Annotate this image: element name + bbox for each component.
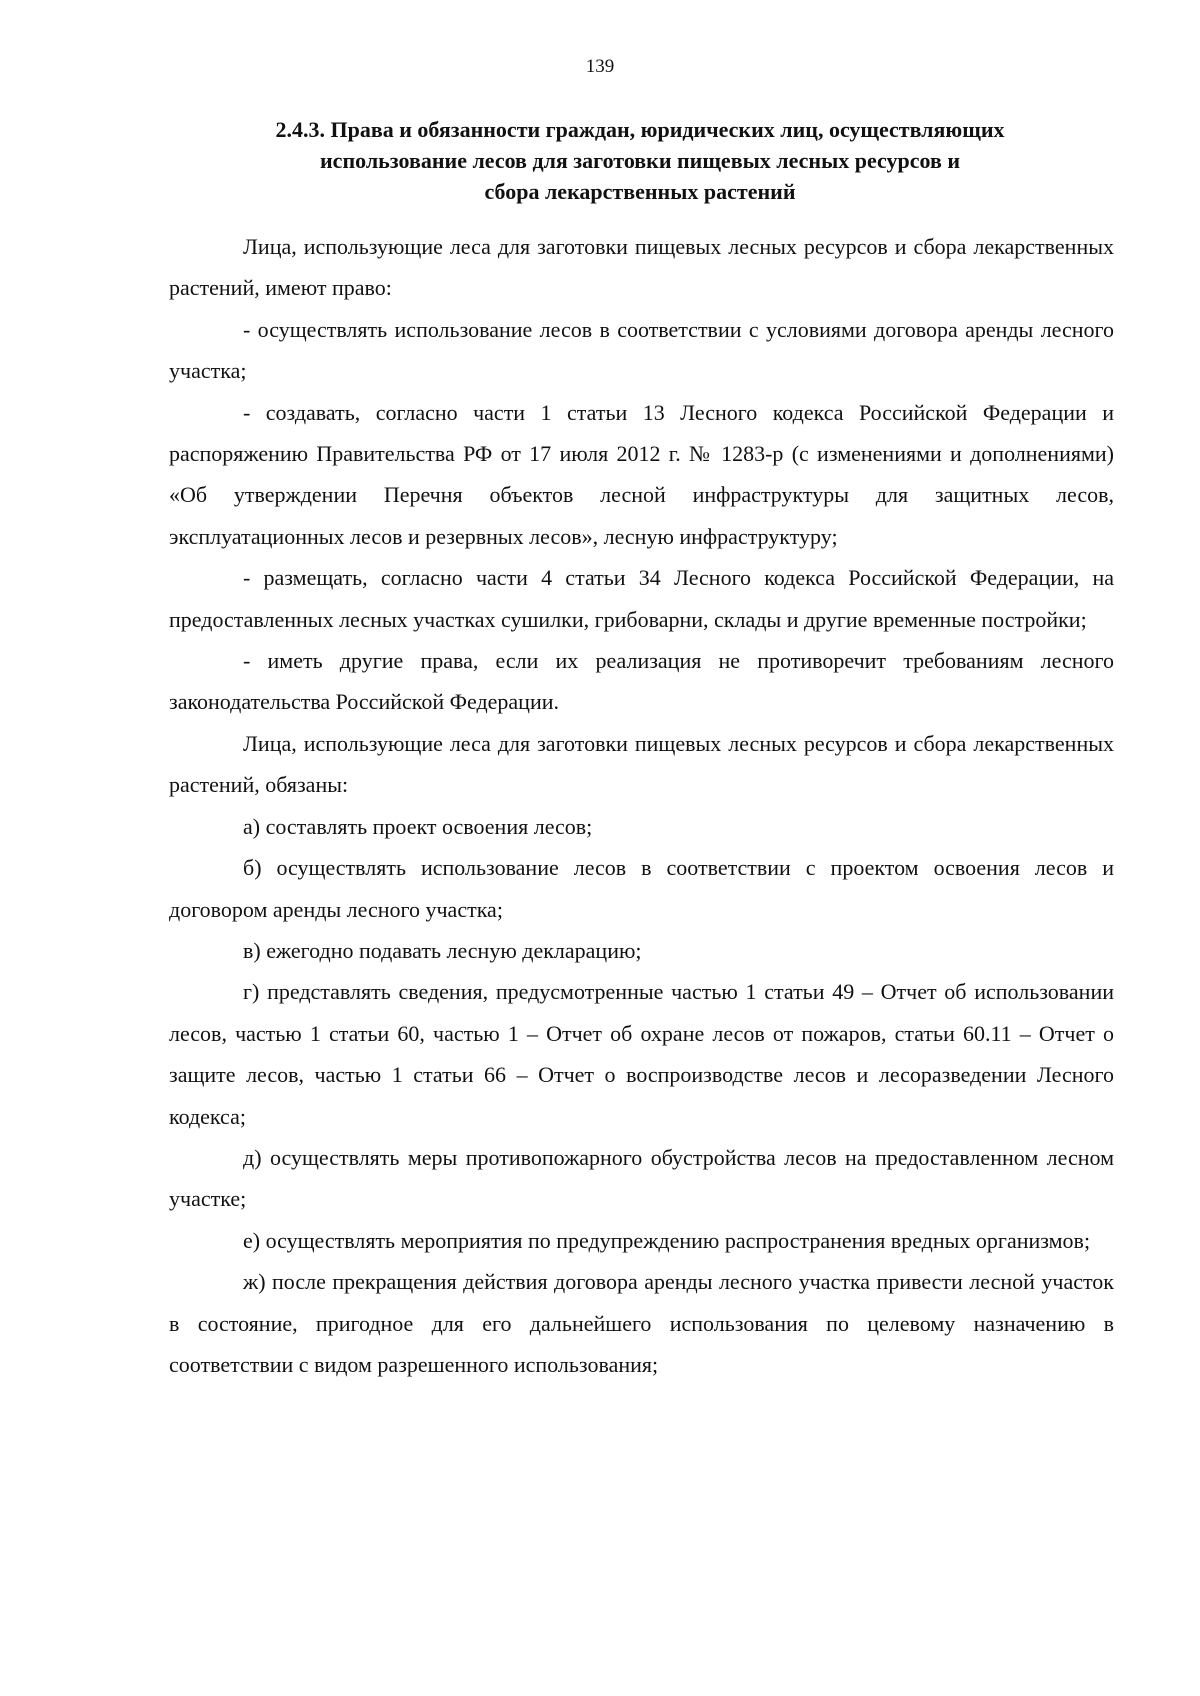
page-number: 139 bbox=[585, 56, 615, 77]
section-heading bbox=[160, 114, 1120, 207]
paragraph-duty-g: г) представлять сведения, предусмотренные частью 1 статьи 49 – Отчет об использовании лесов, частью 1 статьи 60, частью 1 – Отчет об охране лесов от пожаров, статьи 60.11 – Отчет о защите лесов, частью 1 статьи 66 – Отчет о воспроизводстве лесов и лесоразведении Лесного кодекса; bbox=[169, 979, 1114, 1129]
heading-line: сбора лекарственных растений bbox=[484, 179, 796, 204]
paragraph-duty-v: в) ежегодно подавать лесную декларацию; bbox=[243, 937, 642, 963]
paragraph-duty-a: а) составлять проект освоения лесов; bbox=[243, 813, 593, 839]
paragraph-right-use: - осуществлять использование лесов в соответствии с условиями договора аренды лесного участка; bbox=[169, 316, 1114, 384]
paragraph-duty-d: д) осуществлять меры противопожарного обустройства лесов на предоставленном лесном участке; bbox=[169, 1144, 1114, 1212]
paragraph-right-other: - иметь другие права, если их реализация не противоречит требованиям лесного законодательства Российской Федерации. bbox=[169, 648, 1114, 715]
paragraph-right-place-buildings: - размещать, согласно части 4 статьи 34 Лесного кодекса Российской Федерации, на предоставленных лесных участках сушилки, грибоварни, склады и другие временные постройки; bbox=[169, 565, 1114, 632]
heading-line: 2.4.3. Права и обязанности граждан, юридических лиц, осуществляющих bbox=[275, 117, 1005, 142]
paragraph-duties-intro: Лица, использующие леса для заготовки пищевых лесных ресурсов и сбора лекарственных растений, обязаны: bbox=[169, 730, 1114, 798]
heading-line: использование лесов для заготовки пищевых лесных ресурсов и bbox=[320, 148, 960, 173]
paragraph-right-infrastructure: - создавать, согласно части 1 статьи 13 Лесного кодекса Российской Федерации и распоряжению Правительства РФ от 17 июля 2012 г. № 1283-р (с изменениями и дополнениями) «Об утверждении Перечня объектов лесной инфраструктуры для защитных лесов, эксплуатационных лесов и резервных лесов», лесную инфраструктуру; bbox=[169, 399, 1114, 549]
paragraph-duty-b: б) осуществлять использование лесов в соответствии с проектом освоения лесов и договором аренды лесного участка; bbox=[169, 855, 1114, 922]
paragraph-duty-e: е) осуществлять мероприятия по предупреждению распространения вредных организмов; bbox=[243, 1227, 1091, 1253]
paragraph-duty-zh: ж) после прекращения действия договора аренды лесного участка привести лесной участок в состояние, пригодное для его дальнейшего использования по целевому назначению в соответствии с видом разрешенного использования; bbox=[169, 1269, 1114, 1377]
body-text bbox=[169, 226, 1114, 1385]
paragraph-rights-intro: Лица, использующие леса для заготовки пищевых лесных ресурсов и сбора лекарственных растений, имеют право: bbox=[169, 234, 1114, 301]
